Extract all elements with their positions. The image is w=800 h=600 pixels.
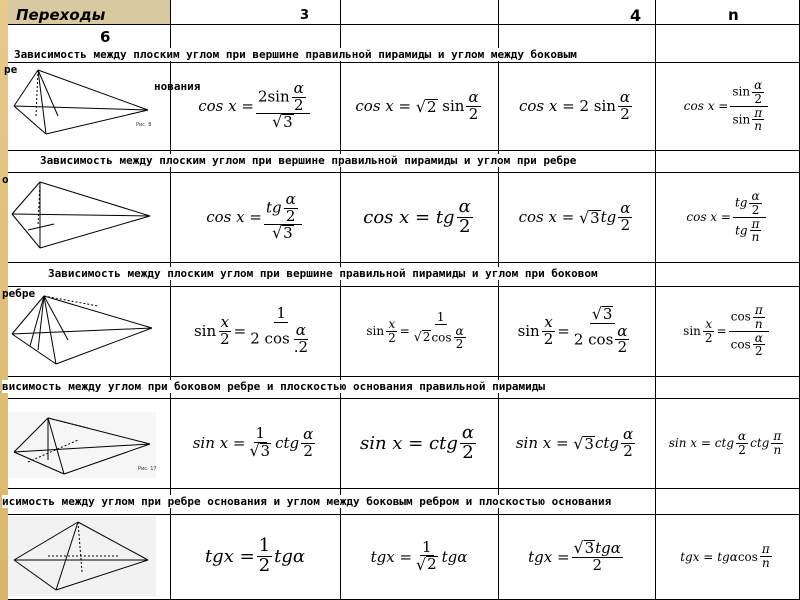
row2-caption-tail-left: о xyxy=(2,173,9,186)
header-col-6: 6 xyxy=(100,28,111,46)
formula-r1-c4: cos x = √ 2 sin $\frac{\alpha}{2}$ xyxy=(355,87,479,123)
row1-caption-tail-left: ре xyxy=(4,63,18,76)
formula-r2-c6: cos x = tg $\frac{\alpha}{2}$ tg $\frac{\pi}{n}$ xyxy=(655,172,799,262)
row3-caption: Зависимость между плоским углом при вершине правильной пирамиды и углом при боковом xyxy=(48,267,598,280)
formula-r4-c6: sin x = ctg $\frac{\alpha}{2}$ ctg $\frac{\pi}{n}$ xyxy=(668,428,782,457)
figure-1-label: Рис. 8 xyxy=(136,122,152,128)
header-col-3: 3 xyxy=(300,8,310,23)
formula-r3-c3: sin $\frac{x}{2}$ = 1 2 cos $\frac{\alpha}{.2}$ xyxy=(193,304,309,356)
formula-r2-c3: cos x = tg $\frac{\alpha}{2}$ √ 3 xyxy=(170,172,340,262)
formula-r1-c3: cos x = 2sin $\frac{\alpha}{2}$ √ 3 xyxy=(170,62,340,150)
formula-r5-c4: tgx = 1 √ 2 tg α xyxy=(370,537,468,574)
row5-caption: исимость между углом при ребре основания и углом между боковым ребром и плоскостью основания xyxy=(2,495,612,508)
pyramid-figure-1 xyxy=(8,64,158,148)
row-divider xyxy=(8,262,800,263)
left-decor-strip xyxy=(0,0,8,600)
pyramid-figure-4 xyxy=(8,404,158,486)
pyramid-figure-3 xyxy=(8,290,158,374)
row2-caption: Зависимость между плоским углом при вершине правильной пирамиды и углом при ребре xyxy=(40,154,577,167)
formula-r1-c6: cos x = sin $\frac{\alpha}{2}$ sin $\frac{\pi}{n}$ xyxy=(655,62,799,150)
pyramid-figure-5 xyxy=(8,516,158,598)
formula-r3-c5: sin $\frac{x}{2}$ = √ 3 2 cos $\frac{\alpha}{2}$ xyxy=(517,303,628,357)
header-title: Переходы xyxy=(16,6,106,24)
row-divider xyxy=(8,376,800,377)
row3-caption-tail-left: ребре xyxy=(2,287,36,300)
formula-r4-c3: sin x = 1 √ 3 ctg $\frac{\alpha}{2}$ xyxy=(192,424,314,461)
row-divider xyxy=(8,150,800,151)
header-col-4: 4 xyxy=(630,6,642,25)
row1-caption: Зависимость между плоским углом при вершине правильной пирамиды и углом между боковым xyxy=(14,48,577,61)
row4-caption: висимость между углом при боковом ребре и плоскостью основания правильной пирамиды xyxy=(2,380,546,393)
figure-4-label: Рис. 17 xyxy=(138,466,157,472)
formula-r3-c4: sin $\frac{x}{2}$ = 1 √ 2 cos $\frac{\alpha}{2}$ xyxy=(366,310,464,352)
formula-r5-c6: tgx = tg α cos $\frac{\pi}{n}$ xyxy=(680,542,770,570)
formula-r3-c6: sin $\frac{x}{2}$ = cos $\frac{\pi}{n}$ cos $\frac{\alpha}{2}$ xyxy=(655,286,799,376)
row-divider xyxy=(8,24,800,25)
formula-r5-c3: tgx = $\frac{1}{2}$ tg α xyxy=(204,535,306,576)
formula-r2-c4: cos x = tg $\frac{\alpha}{2}$ xyxy=(363,195,471,237)
formula-r4-c4: sin x = ctg $\frac{\alpha}{2}$ xyxy=(359,421,475,463)
row-divider xyxy=(8,488,800,489)
formula-r4-c5: sin x = √ 3 ctg $\frac{\alpha}{2}$ xyxy=(515,424,634,460)
header-col-n: n xyxy=(728,6,739,24)
formula-r1-c5: cos x = 2 sin $\frac{\alpha}{2}$ xyxy=(518,87,631,123)
formula-r5-c5: tgx = √ 3 tgα 2 xyxy=(528,537,621,574)
formula-r2-c5: cos x = √ 3 tg $\frac{\alpha}{2}$ xyxy=(518,198,631,234)
pyramid-figure-2 xyxy=(8,174,158,260)
row1-caption-tail-right: нования xyxy=(154,80,201,93)
